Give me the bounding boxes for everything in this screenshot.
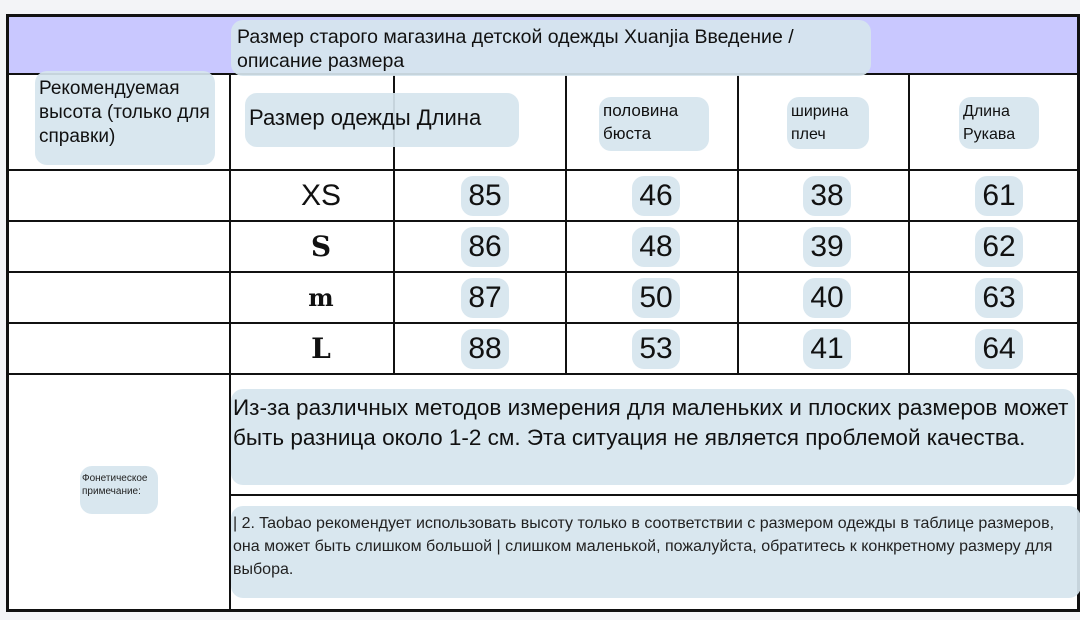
length-value: 88	[461, 329, 509, 369]
bust-value: 48	[632, 227, 680, 267]
shoulder-value: 41	[803, 329, 851, 369]
grid-line	[9, 373, 1077, 375]
grid-line	[9, 169, 1077, 171]
length-value: 85	[461, 176, 509, 216]
grid-line	[908, 74, 910, 374]
sleeve-value: 61	[975, 176, 1023, 216]
header-sleeve: Длина Рукава	[959, 97, 1039, 149]
grid-line	[9, 322, 1077, 324]
shoulder-value: 40	[803, 278, 851, 318]
length-value: 86	[461, 227, 509, 267]
grid-line	[9, 271, 1077, 273]
phonetic-note-label: Фонетическое примечание:	[80, 466, 158, 514]
shoulder-value: 38	[803, 176, 851, 216]
bust-value: 50	[632, 278, 680, 318]
header-size-length: Размер одежды Длина	[245, 93, 519, 147]
grid-line	[9, 220, 1077, 222]
size-label: m	[308, 283, 334, 312]
bust-value: 46	[632, 176, 680, 216]
shoulder-value: 39	[803, 227, 851, 267]
grid-line	[565, 74, 567, 374]
sleeve-value: 62	[975, 227, 1023, 267]
header-shoulder: ширина плеч	[787, 97, 869, 149]
size-label: XS	[300, 179, 342, 212]
size-chart	[6, 14, 1080, 612]
length-value: 87	[461, 278, 509, 318]
bust-value: 53	[632, 329, 680, 369]
header-bust: половина бюста	[599, 97, 709, 151]
header-height: Рекомендуемая высота (только для справки)	[35, 71, 215, 165]
taobao-note: | 2. Taobao рекомендует использовать высоту только в соответствии с размером одежды в таблице размеров, она может быть слишком большой | слишком маленькой, пожалуйста, обратитесь к конкретному размеру для выбора.	[231, 506, 1080, 598]
sleeve-value: 64	[975, 329, 1023, 369]
size-label: S	[310, 230, 332, 263]
grid-line	[737, 74, 739, 374]
measurement-note: Из-за различных методов измерения для маленьких и плоских размеров может быть разница около 1-2 см. Эта ситуация не является проблемой качества.	[231, 389, 1075, 485]
sleeve-value: 63	[975, 278, 1023, 318]
grid-line	[229, 494, 1080, 496]
page-title: Размер старого магазина детской одежды Xuanjia Введение / описание размера	[231, 20, 871, 76]
size-label: L	[311, 332, 331, 365]
